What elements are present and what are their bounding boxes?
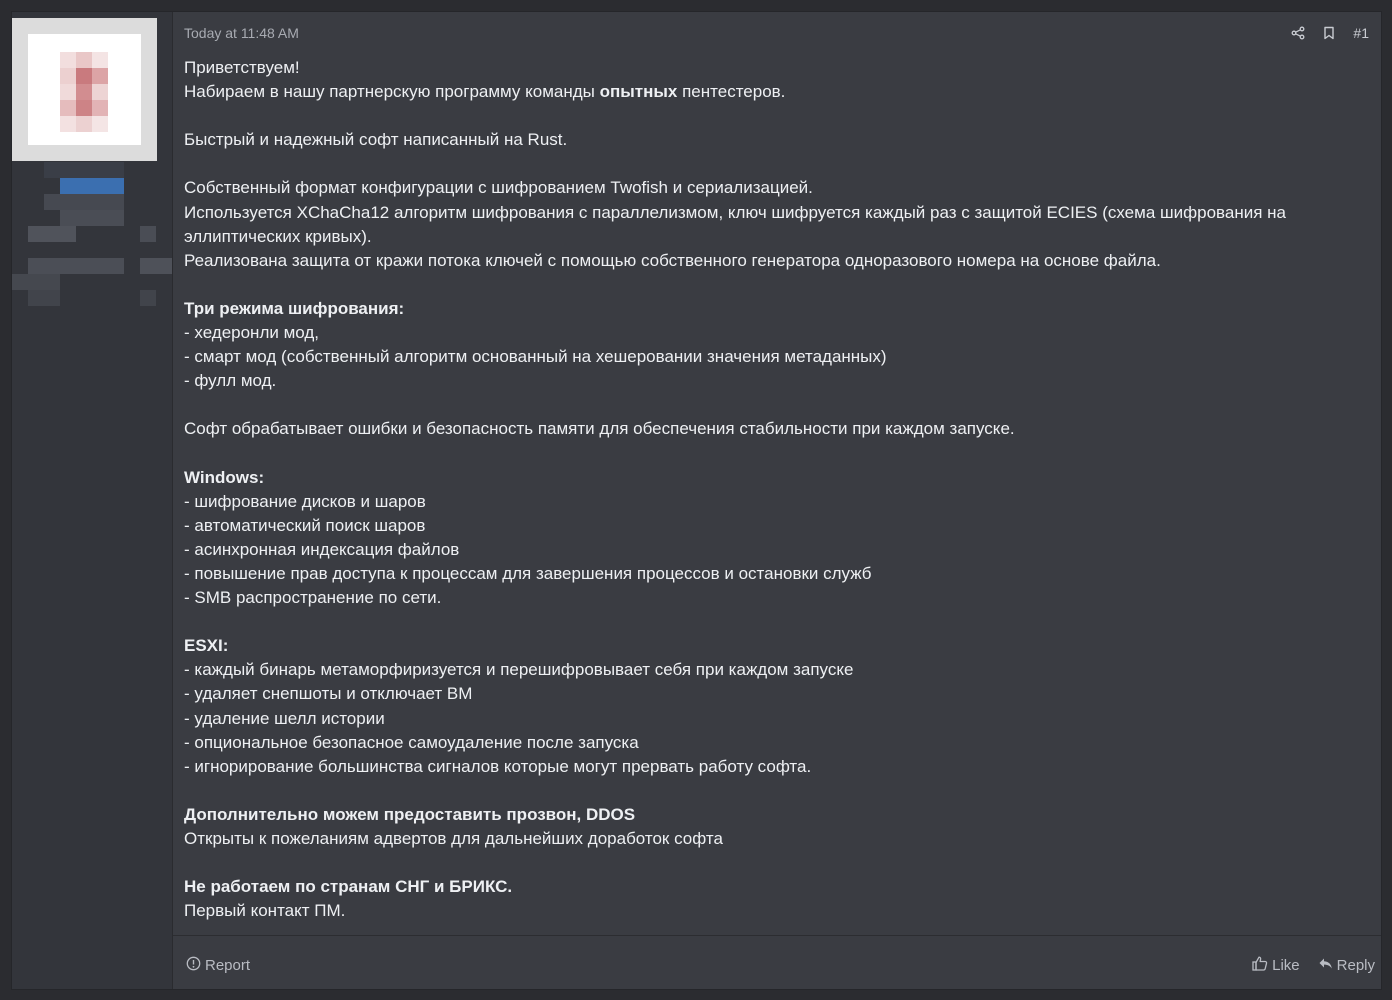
list-item: - фулл мод.: [184, 371, 277, 391]
thumbs-up-icon: [1252, 956, 1268, 975]
post-number[interactable]: #1: [1353, 25, 1369, 41]
report-button[interactable]: [186, 956, 250, 975]
extra-heading-text: Дополнительно можем предоставить прозвон, DDOS: [184, 804, 636, 824]
intro-line: [184, 80, 1351, 104]
extra-line: Открыты к пожеланиям адвертов для дальнейших доработок софта: [184, 829, 723, 848]
username[interactable]: [44, 162, 124, 178]
restriction-heading-text: Не работаем по странам СНГ и БРИКС.: [184, 877, 513, 897]
rust-line: Быстрый и надежный софт написанный на Rust.: [184, 130, 568, 150]
contact-line: Первый контакт ПМ.: [184, 901, 346, 921]
footer-actions: [1252, 956, 1375, 975]
esxi-heading: [184, 634, 1351, 658]
errors-line: Софт обрабатывает ошибки и безопасность памяти для обеспечения стабильности при каждом запуске.: [184, 419, 1015, 439]
list-item: - опциональное безопасное самоудаление после запуска: [184, 732, 639, 752]
post-timestamp[interactable]: Today at 11:48 AM: [184, 25, 299, 41]
like-button[interactable]: [1252, 956, 1300, 975]
esxi-heading-text: ESXI:: [184, 636, 229, 656]
extra-heading: [184, 803, 1351, 827]
list-item: - автоматический поиск шаров: [184, 515, 426, 535]
forum-post: [11, 11, 1382, 990]
list-item: - игнорирование большинства сигналов которые могут прервать работу софта.: [184, 756, 812, 776]
windows-heading-text: Windows:: [184, 467, 265, 487]
greeting: Приветствуем!: [184, 58, 300, 77]
config-line: Собственный формат конфигурации с шифрованием Twofish и сериализацией.: [184, 178, 813, 198]
user-role-badge: [60, 178, 124, 194]
xchacha-line-1: Используется XChaCha12 алгоритм шифрования с параллелизмом, ключ шифруется каждый раз с защитой ECIES (схема шифрования на: [184, 202, 1286, 222]
user-stat-blur: [60, 210, 124, 226]
share-icon[interactable]: [1291, 26, 1305, 40]
windows-heading: [184, 466, 1351, 490]
list-item: - шифрование дисков и шаров: [184, 491, 426, 511]
report-icon: [186, 956, 201, 975]
intro-bold: опытных: [599, 82, 678, 102]
bookmark-icon[interactable]: [1323, 26, 1335, 40]
like-label: Like: [1272, 957, 1300, 974]
reply-icon: [1318, 957, 1333, 974]
list-item: - удаляет снепшоты и отключает ВМ: [184, 684, 473, 704]
avatar[interactable]: [12, 18, 157, 161]
modes-heading: [184, 297, 1351, 321]
list-item: - удаление шелл истории: [184, 708, 385, 728]
xchacha-line-2: эллиптических кривых).: [184, 226, 372, 246]
list-item: - SMB распространение по сети.: [184, 588, 442, 608]
user-stat-blur: [140, 226, 156, 242]
user-stat-blur: [140, 290, 156, 306]
user-stat-blur: [28, 258, 124, 274]
list-item: - смарт мод (собственный алгоритм основанный на хешеровании значения метаданных): [184, 347, 887, 367]
protection-line: Реализована защита от кражи потока ключей с помощью собственного генератора одноразового номера на основе файла.: [184, 250, 1161, 270]
post-main: [173, 12, 1381, 989]
user-stat-blur: [28, 226, 76, 242]
list-item: - асинхронная индексация файлов: [184, 539, 460, 559]
reply-button[interactable]: [1318, 956, 1375, 975]
list-item: - хедеронли мод,: [184, 323, 319, 343]
list-item: - повышение прав доступа к процессам для завершения процессов и остановки служб: [184, 563, 872, 583]
footer-divider: [173, 935, 1381, 936]
user-stat-blur: [140, 258, 172, 274]
intro-prefix: Набираем в нашу партнерскую программу команды: [184, 82, 600, 102]
user-stat-blur: [28, 290, 60, 306]
reply-label: Reply: [1336, 957, 1375, 974]
modes-heading-text: Три режима шифрования:: [184, 298, 405, 318]
user-stat-blur: [12, 274, 60, 290]
user-stat-blur: [44, 194, 124, 210]
restriction-heading: [184, 875, 1351, 899]
user-info-column: [12, 12, 173, 989]
intro-suffix: пентестеров.: [677, 82, 786, 102]
report-label: Report: [205, 957, 251, 974]
post-body: [184, 56, 1351, 923]
list-item: - каждый бинарь метаморфиризуется и перешифровывает себя при каждом запуске: [184, 660, 854, 680]
post-actions: [1291, 25, 1369, 41]
